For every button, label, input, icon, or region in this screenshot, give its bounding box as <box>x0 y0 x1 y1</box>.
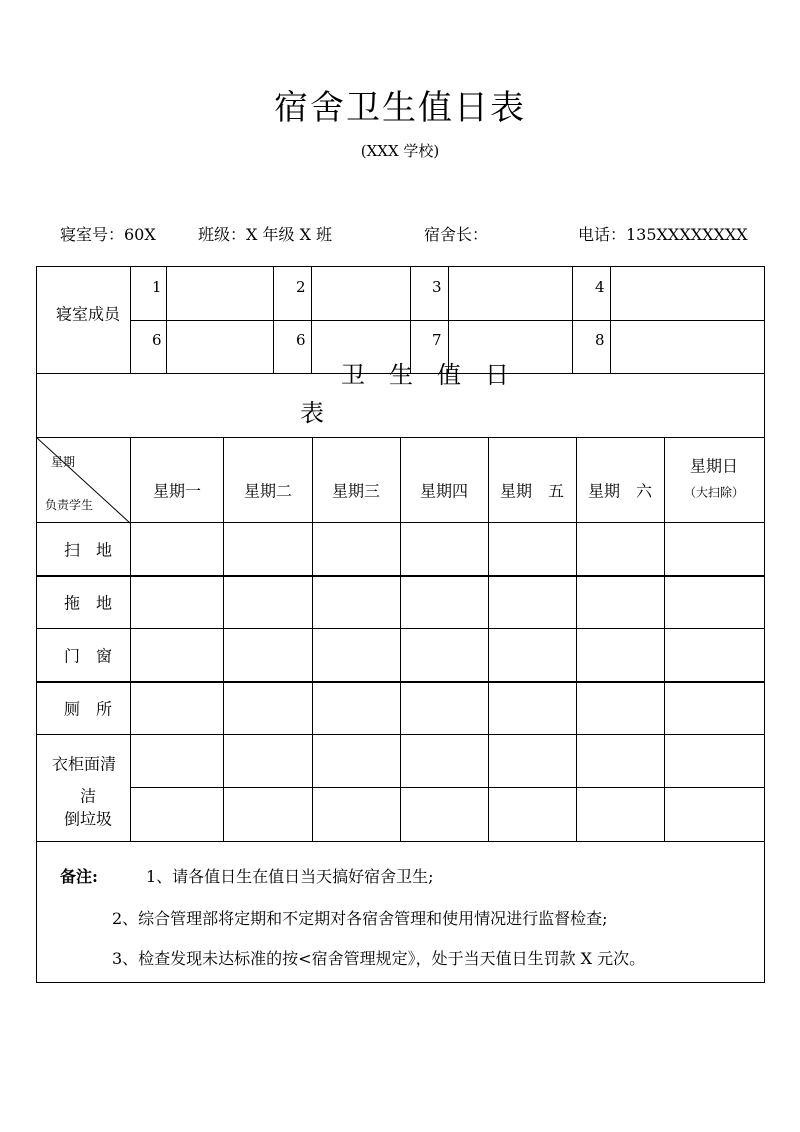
grid-line <box>166 267 167 373</box>
grid-line <box>37 841 764 842</box>
grid-line <box>273 267 274 373</box>
sunday-note: （大扫除） <box>683 485 745 500</box>
day-header: 星期日 <box>689 456 739 476</box>
member-number: 7 <box>432 331 442 349</box>
member-number: 3 <box>432 278 442 296</box>
day-header: 星期三 <box>331 481 381 501</box>
task-label: 拖 地 <box>63 593 113 613</box>
task-label: 倒垃圾 <box>63 809 113 829</box>
member-number: 4 <box>595 278 605 296</box>
page-title: 宿舍卫生值日表 <box>274 88 526 128</box>
grid-line <box>664 437 665 841</box>
member-number: 6 <box>152 331 162 349</box>
note-item: 1、请各值日生在值日当天搞好宿舍卫生; <box>146 867 434 886</box>
class-info: 班级：X 年级 X 班 <box>198 225 333 244</box>
day-header: 星期四 <box>419 481 469 501</box>
member-number: 8 <box>595 331 605 349</box>
corner-weekday-label: 星期 <box>51 455 76 469</box>
task-label: 扫 地 <box>63 540 113 560</box>
task-label: 厕 所 <box>63 699 113 719</box>
grid-line <box>572 267 573 373</box>
day-header: 星期二 <box>243 481 293 501</box>
note-item: 2、综合管理部将定期和不定期对各宿舍管理和使用情况进行监督检查; <box>112 909 608 928</box>
grid-line <box>311 267 312 373</box>
note-item: 3、检查发现未达标准的按<宿舍管理规定》，处于当天值日生罚款 X 元次。 <box>112 949 646 968</box>
member-number: 2 <box>296 278 306 296</box>
task-label: 门 窗 <box>63 646 113 666</box>
member-number: 1 <box>152 278 162 296</box>
grid-line <box>488 437 489 841</box>
task-label: 洁 <box>79 786 97 806</box>
phone-number: 电话：135XXXXXXXX <box>578 225 748 244</box>
dorm-head: 宿舍长： <box>424 225 489 244</box>
day-header: 星期 五 <box>499 481 565 501</box>
grid-line <box>400 437 401 841</box>
notes-label: 备注: <box>60 867 98 886</box>
member-number: 6 <box>296 331 306 349</box>
grid-line <box>610 267 611 373</box>
corner-student-label: 负责学生 <box>45 498 94 512</box>
task-label: 衣柜面清 <box>51 754 117 774</box>
banner-line1: 卫 生 值 日 <box>341 361 509 389</box>
day-header: 星期 六 <box>587 481 653 501</box>
grid-line <box>130 320 764 321</box>
grid-line <box>576 437 577 841</box>
grid-line <box>130 787 764 788</box>
dorm-number: 寝室号：60X <box>60 225 156 244</box>
grid-line <box>130 267 131 373</box>
banner-line2: 表 <box>300 399 324 427</box>
day-header: 星期一 <box>152 481 202 501</box>
grid-line <box>312 437 313 841</box>
members-label: 寝室成员 <box>55 304 121 324</box>
school-subtitle: (XXX 学校) <box>360 142 440 160</box>
grid-line <box>223 437 224 841</box>
